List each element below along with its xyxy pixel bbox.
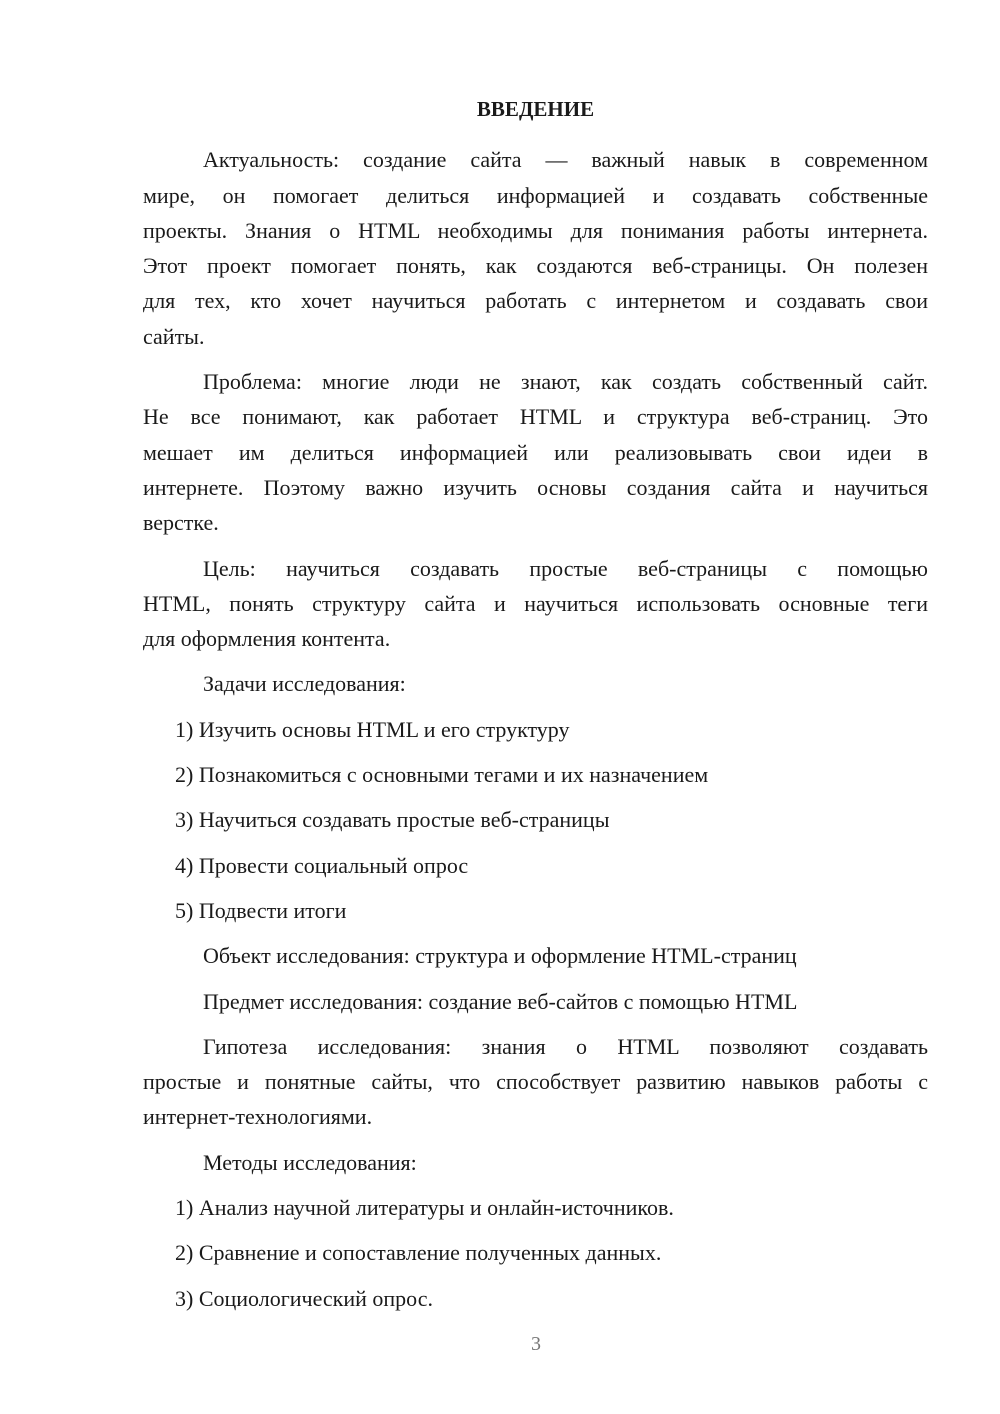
- methods-heading: Методы исследования:: [203, 1149, 417, 1175]
- text-line: Актуальность: создание сайта — важный навык в современном: [203, 147, 928, 173]
- problem-paragraph: [143, 364, 928, 540]
- page-number: 3: [531, 1333, 541, 1355]
- text-line: проекты. Знания о HTML необходимы для понимания работы интернета.: [143, 217, 928, 243]
- method-item: 2) Сравнение и сопоставление полученных данных.: [175, 1240, 662, 1266]
- section-title: ВВЕДЕНИЕ: [476, 97, 595, 121]
- text-line: мире, он помогает делиться информацией и создавать собственные: [143, 182, 928, 208]
- text-line: интернет-технологиями.: [143, 1104, 373, 1130]
- text-line: простые и понятные сайты, что способствует развитию навыков работы с: [143, 1069, 928, 1095]
- text-line: Этот проект помогает понять, как создаются веб-страницы. Он полезен: [143, 253, 928, 279]
- text-line: сайты.: [143, 323, 205, 349]
- hypothesis-paragraph: [143, 1029, 928, 1135]
- tasks-heading: Задачи исследования:: [203, 671, 406, 697]
- task-item: 1) Изучить основы HTML и его структуру: [175, 716, 570, 742]
- task-item: 2) Познакомиться с основными тегами и их назначением: [175, 762, 709, 788]
- method-item: 1) Анализ научной литературы и онлайн-источников.: [175, 1195, 674, 1221]
- document-page: [143, 92, 928, 1326]
- text-line: для тех, кто хочет научиться работать с интернетом и создавать свои: [143, 288, 928, 314]
- text-line: верстке.: [143, 510, 219, 536]
- goal-paragraph: [143, 551, 928, 657]
- text-line: интернете. Поэтому важно изучить основы создания сайта и научиться: [143, 474, 928, 500]
- task-item: 5) Подвести итоги: [175, 897, 347, 923]
- text-line: мешает им делиться информацией или реализовывать свои идеи в: [143, 439, 928, 465]
- text-line: Цель: научиться создавать простые веб-страницы с помощью: [203, 555, 928, 581]
- research-object: Объект исследования: структура и оформление HTML-страниц: [203, 943, 797, 969]
- text-line: Проблема: многие люди не знают, как создать собственный сайт.: [203, 369, 928, 395]
- text-line: Гипотеза исследования: знания о HTML позволяют создавать: [203, 1033, 928, 1059]
- task-item: 4) Провести социальный опрос: [175, 852, 469, 878]
- method-item: 3) Социологический опрос.: [175, 1285, 433, 1311]
- research-subject: Предмет исследования: создание веб-сайтов с помощью HTML: [203, 988, 798, 1014]
- text-line: HTML, понять структуру сайта и научиться использовать основные теги: [143, 590, 928, 616]
- text-line: Не все понимают, как работает HTML и структура веб-страниц. Это: [143, 404, 928, 430]
- task-item: 3) Научиться создавать простые веб-страницы: [175, 807, 610, 833]
- relevance-paragraph: [143, 142, 928, 354]
- text-line: для оформления контента.: [143, 626, 391, 652]
